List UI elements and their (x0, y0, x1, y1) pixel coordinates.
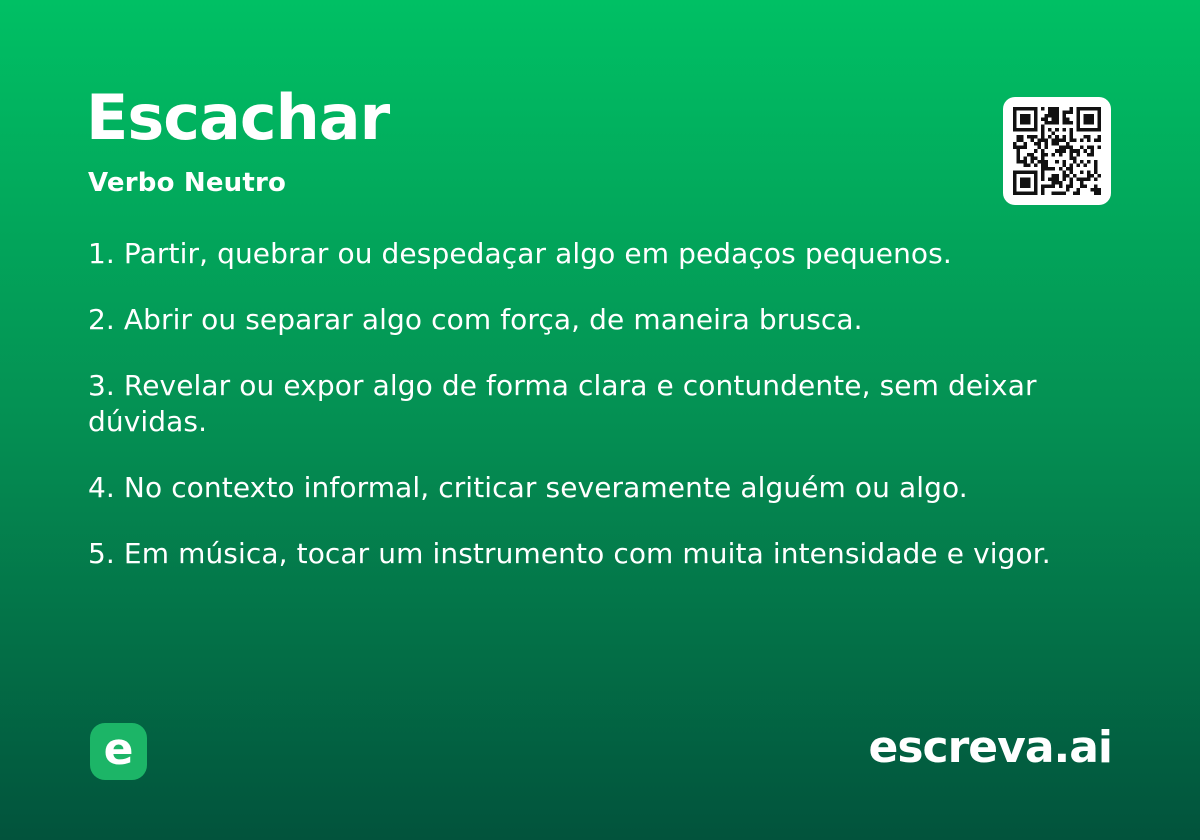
qr-code-icon (1003, 97, 1111, 205)
escreva-logo (90, 723, 147, 780)
definition-item: 2. Abrir ou separar algo com força, de maneira brusca. (88, 303, 863, 336)
definition-item: 5. Em música, tocar um instrumento com muita intensidade e vigor. (88, 537, 1051, 570)
definition-item: 4. No contexto informal, criticar severamente alguém ou algo. (88, 471, 968, 504)
definitions-list (88, 236, 1063, 602)
word-title: Escachar (86, 81, 390, 154)
word-type-label: Verbo Neutro (88, 168, 287, 198)
definition-item: 1. Partir, quebrar ou despedaçar algo em pedaços pequenos. (88, 237, 952, 270)
brand-name: escreva.ai (868, 722, 1112, 773)
logo-letter: e (103, 723, 134, 775)
definition-item: 3. Revelar ou expor algo de forma clara e contundente, sem deixar dúvidas. (88, 369, 1037, 438)
